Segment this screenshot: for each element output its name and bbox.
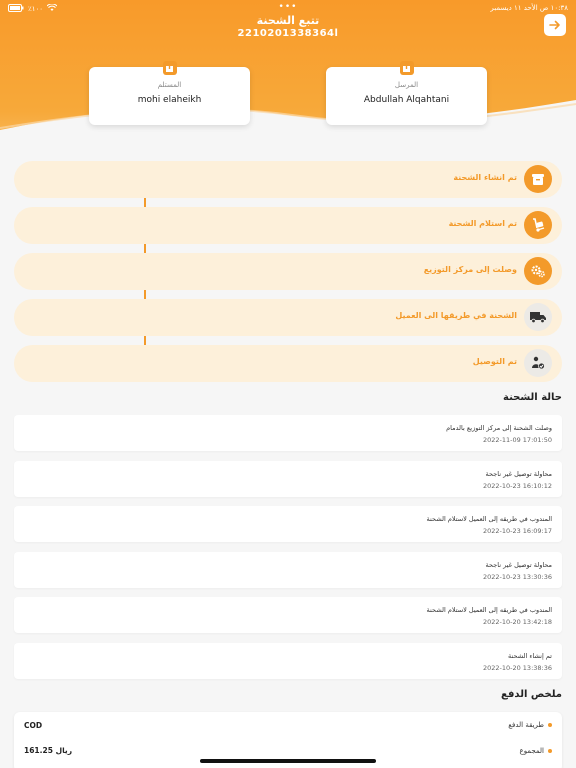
sender-box-icon: [400, 61, 414, 75]
step-distribution: [14, 253, 562, 290]
payment-title: ملخص الدفع: [501, 689, 562, 700]
history-desc: المندوب في طريقه إلى العميل لاستلام الشحنة: [426, 515, 552, 523]
sender-role: المرسل: [394, 81, 419, 89]
bullet-dot-icon: [548, 749, 552, 753]
history-time: 2022-10-20 13:38:36: [482, 664, 552, 672]
history-time: 2022-10-23 13:30:36: [482, 573, 552, 581]
history-time: 2022-11-09 17:01:50: [482, 436, 552, 444]
step-received: [14, 207, 562, 244]
step-connector: [144, 198, 146, 207]
history-desc: وصلت الشحنة إلى مركز التوزيع بالدمام: [446, 424, 552, 432]
battery-icon: [8, 4, 24, 14]
receiver-box-icon: [163, 61, 177, 75]
step-connector: [144, 336, 146, 345]
gears-icon: [524, 257, 552, 285]
history-time: 2022-10-23 16:09:17: [482, 527, 552, 535]
delivered-icon: [524, 349, 552, 377]
history-item: [14, 461, 562, 497]
status-left: [8, 4, 57, 14]
receiver-role: المستلم: [157, 81, 182, 89]
history-desc: محاولة توصيل غير ناجحة: [485, 470, 552, 478]
truck-icon: [524, 303, 552, 331]
history-item: [14, 552, 562, 588]
history-item: [14, 643, 562, 679]
step-on-the-way: [14, 299, 562, 336]
receiver-card: [89, 67, 250, 125]
shipment-steps: [14, 161, 562, 391]
hand-truck-icon: [524, 211, 552, 239]
header: [0, 0, 576, 160]
wifi-icon: [47, 4, 57, 14]
step-label: تم انشاء الشحنة: [453, 173, 517, 182]
step-label: تم التوصيل: [472, 357, 517, 366]
payment-total-value: 161.25 ريال: [24, 746, 73, 755]
bullet-dot-icon: [548, 723, 552, 727]
payment-total-label-text: المجموع: [519, 747, 544, 755]
step-connector: [144, 290, 146, 299]
step-label: وصلت إلى مركز التوزيع: [423, 265, 517, 274]
step-label: تم استلام الشحنة: [448, 219, 517, 228]
payment-total-label: [520, 747, 552, 755]
sender-name: Abdullah Alqahtani: [363, 95, 450, 105]
history-desc: المندوب في طريقه إلى العميل لاستلام الشحنة: [426, 606, 552, 614]
history-desc: تم إنشاء الشحنة: [508, 652, 552, 660]
history-desc: محاولة توصيل غير ناجحة: [485, 561, 552, 569]
tracking-number: 2210201338364l: [237, 28, 339, 39]
history-time: 2022-10-23 16:10:12: [482, 482, 552, 490]
payment-method-label: [508, 721, 552, 729]
payment-method-value: COD: [24, 721, 43, 730]
step-delivered: [14, 345, 562, 382]
history-item: [14, 506, 562, 542]
battery-percent: ٪١٠٠: [28, 5, 44, 13]
history-title: حالة الشحنة: [503, 392, 562, 403]
step-label: الشحنة في طريقها الى العميل: [395, 311, 517, 320]
page-title: تتبع الشحنة: [256, 14, 320, 27]
status-time: ١٠:٣٨ ص الأحد ١١ ديسمبر: [490, 4, 568, 12]
step-created: [14, 161, 562, 198]
package-icon: [524, 165, 552, 193]
status-dots: •••: [278, 2, 298, 12]
sender-card: [326, 67, 487, 125]
history-item: [14, 597, 562, 633]
history-item: [14, 415, 562, 451]
receiver-name: mohi elaheikh: [137, 95, 202, 105]
payment-method-label-text: طريقة الدفع: [508, 721, 544, 729]
step-connector: [144, 244, 146, 253]
home-indicator[interactable]: [200, 759, 376, 763]
history-time: 2022-10-20 13:42:18: [482, 618, 552, 626]
